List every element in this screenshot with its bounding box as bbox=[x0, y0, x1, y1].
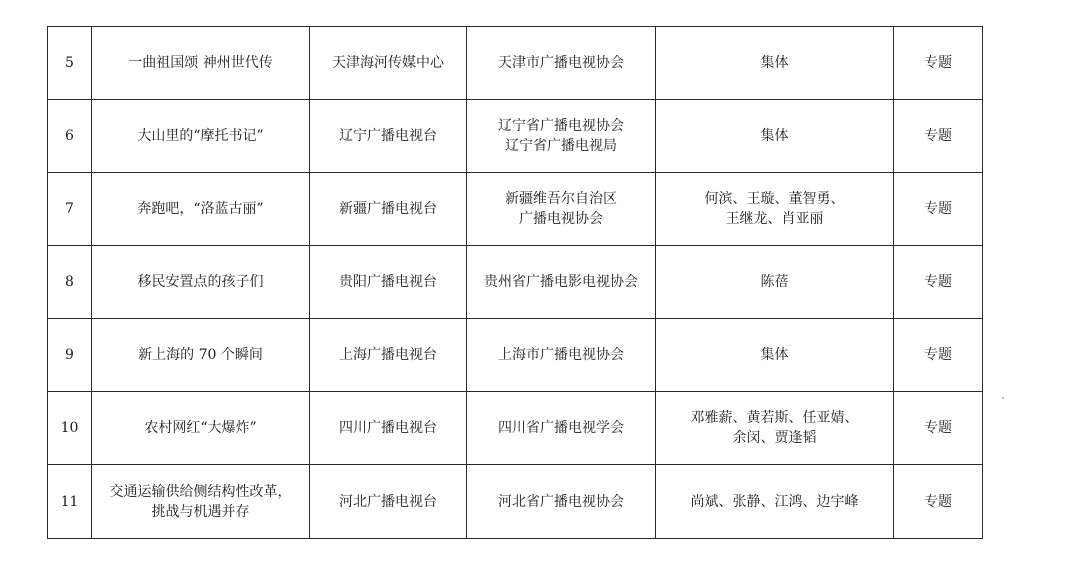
scan-speck bbox=[1002, 397, 1004, 399]
creators: 尚斌、张静、江鸿、边宇峰 bbox=[656, 465, 894, 539]
awards-table bbox=[47, 26, 983, 539]
producing-unit: 贵阳广播电视台 bbox=[310, 246, 467, 319]
recommending-unit: 四川省广播电视学会 bbox=[467, 392, 656, 465]
category: 专题 bbox=[894, 173, 983, 246]
table-row bbox=[48, 27, 983, 100]
recommending-unit: 上海市广播电视协会 bbox=[467, 319, 656, 392]
producing-unit: 四川广播电视台 bbox=[310, 392, 467, 465]
row-number: 9 bbox=[48, 319, 92, 392]
creators: 陈蓓 bbox=[656, 246, 894, 319]
producing-unit: 河北广播电视台 bbox=[310, 465, 467, 539]
category: 专题 bbox=[894, 246, 983, 319]
row-number: 5 bbox=[48, 27, 92, 100]
creators: 集体 bbox=[656, 27, 894, 100]
creators: 何滨、王璇、董智勇、 王继龙、肖亚丽 bbox=[656, 173, 894, 246]
category: 专题 bbox=[894, 100, 983, 173]
recommending-unit: 辽宁省广播电视协会 辽宁省广播电视局 bbox=[467, 100, 656, 173]
recommending-unit: 天津市广播电视协会 bbox=[467, 27, 656, 100]
row-number: 7 bbox=[48, 173, 92, 246]
recommending-unit: 贵州省广播电影电视协会 bbox=[467, 246, 656, 319]
creators: 集体 bbox=[656, 319, 894, 392]
program-title: 新上海的 70 个瞬间 bbox=[92, 319, 310, 392]
program-title: 移民安置点的孩子们 bbox=[92, 246, 310, 319]
program-title: 一曲祖国颂 神州世代传 bbox=[92, 27, 310, 100]
producing-unit: 上海广播电视台 bbox=[310, 319, 467, 392]
row-number: 10 bbox=[48, 392, 92, 465]
table-row bbox=[48, 392, 983, 465]
program-title: 农村网红“大爆炸” bbox=[92, 392, 310, 465]
table-row bbox=[48, 173, 983, 246]
recommending-unit: 河北省广播电视协会 bbox=[467, 465, 656, 539]
table-row bbox=[48, 465, 983, 539]
table-row bbox=[48, 100, 983, 173]
producing-unit: 新疆广播电视台 bbox=[310, 173, 467, 246]
category: 专题 bbox=[894, 319, 983, 392]
program-title: 大山里的“摩托书记” bbox=[92, 100, 310, 173]
producing-unit: 辽宁广播电视台 bbox=[310, 100, 467, 173]
table-row bbox=[48, 319, 983, 392]
creators: 邓雅薪、黄若斯、任亚婧、 余闵、贾逢韬 bbox=[656, 392, 894, 465]
row-number: 8 bbox=[48, 246, 92, 319]
row-number: 11 bbox=[48, 465, 92, 539]
recommending-unit: 新疆维吾尔自治区 广播电视协会 bbox=[467, 173, 656, 246]
program-title: 交通运输供给侧结构性改革， 挑战与机遇并存 bbox=[92, 465, 310, 539]
category: 专题 bbox=[894, 465, 983, 539]
producing-unit: 天津海河传媒中心 bbox=[310, 27, 467, 100]
program-title: 奔跑吧，“洛蓝古丽” bbox=[92, 173, 310, 246]
category: 专题 bbox=[894, 392, 983, 465]
creators: 集体 bbox=[656, 100, 894, 173]
row-number: 6 bbox=[48, 100, 92, 173]
category: 专题 bbox=[894, 27, 983, 100]
table-row bbox=[48, 246, 983, 319]
